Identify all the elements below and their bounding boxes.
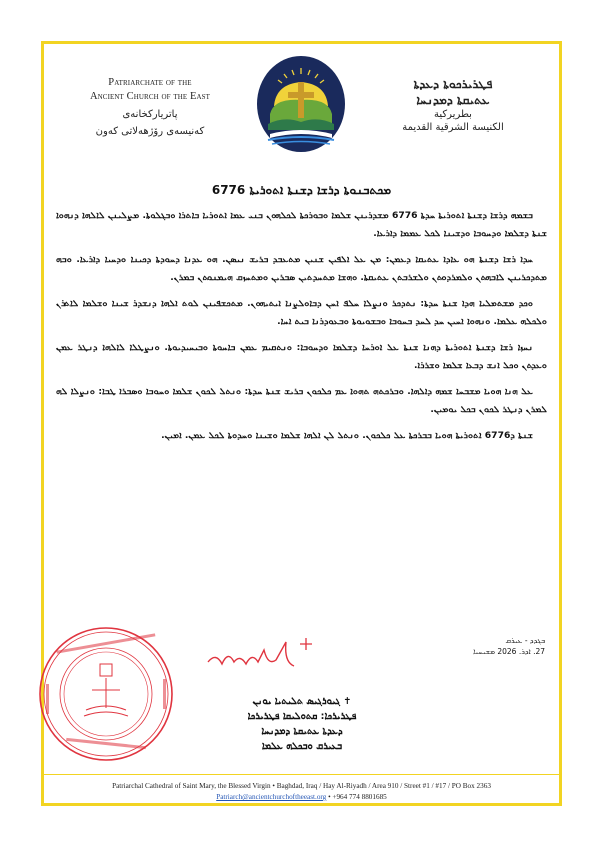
letter-footer — [44, 774, 559, 803]
paragraph: ܒܫܡܗ ܕܪܫܐ ܕܫܢܬܐ ܐܬܘܪܝܬܐ ܚܕܬܐ 6776 ܡܫܕܪܝܢܢ ܫܠܡܐ ܘܒܘܪܟܬܐ ܠܟܠܗܘܢ ܒܢܝ ܥܡܐ ܐܬܘܪܝܐ ܒܐܬܪܐ ܘܒܓܠܘܬܐ. ܡܨܠܝܢܢ ܠܐܠܗܐ ܕܢܗܘܐ ܫܢܬܐ ܕܫܠܡܐ ܘܕܚܘܒܐ ܘܕܫܝܢܐ ܠܟܠ ܥܡܡܐ ܕܐܪܥܐ. — [56, 210, 547, 239]
header-kurdish-line-2: کەنیسەی رۆژهەلاتی کەون — [95, 126, 205, 137]
letter-title: ܡܟܬܒܢܘܬܐ ܕܪܫܐ ܕܫܢܬܐ ܐܬܘܪܝܬܐ 6776 — [211, 183, 392, 197]
church-logo — [254, 54, 348, 154]
header-kurdish-line-1: پاتریارکخانەی — [122, 109, 178, 120]
signature-title-3: ܒܥܝܪܩ ܘܒܟܠܗ ܥܠܡܐ — [261, 741, 343, 752]
paragraph: ܚܕܐ ܪܫܐ ܕܫܢܬܐ ܗܘ ܥܐܕܐ ܥܬܝܩܐ ܕܥܡܢ: ܡܢ ܥܠ ܐܠܦܝܢ ܫܢܝܢ ܡܬܥܒܕ ܒܪܝܫ ܢܝܣܢ. ܗܘ ܥܕܢܐ ܕܚܘܕܬܐ ܕܟܝܢܐ ܘܕܚܝܐ ܕܐܪܥܐ. ܘܒܗ ܡܬܕܟܪܝܢܢ ܠܐܒܗܬܢ ܘܠܡܪܕܘܬܢ ܘܠܫܪܒܬܢ ܥܬܝܩܬܐ. ܘܗܫܐ ܡܬܚܕܬܝܢ ܣܒܪܝܢ ܘܡܬܚܙܩ ܗܝܡܢܘܬܢ ܒܡܪܢ. — [56, 254, 547, 283]
patriarch-seal — [36, 624, 176, 764]
header-right — [347, 76, 559, 134]
letter-frame — [41, 41, 562, 806]
footer-address: Patriarchal Cathedral of Saint Mary, the Blessed Virgin • Baghdad, Iraq / Hay Al-Riyadh / Area 910 / Street #1 / #17 / PO Box 2363 — [112, 782, 491, 790]
header-english-line-2: Ancient Church of the East — [89, 91, 211, 102]
header-syriac-line-1: ܦܛܪܝܪܟܘܬܐ ܕܥܕܬܐ — [413, 77, 493, 91]
paragraph: ܢܚܙܐ ܪܫܐ ܕܫܢܬܐ ܐܬܘܪܝܬܐ ܕܗܢܐ ܫܢܬܐ ܥܠ ܐܘܪܚܐ ܕܫܠܡܐ ܘܕܚܘܒܐ: ܘܢܬܩܝܡ ܥܡܢ ܒܐܚܘܬܐ ܘܒܝܚܝܕܝܘܬܐ. ܘܢܨܛܠܐ ܠܐܠܗܐ ܕܢܛܪ ܥܡܢ ܘܥܕܬܢ ܘܟܠ ܐܢܫ ܕܒܥܐ ܫܠܡܐ ܘܫܪܪܐ. — [56, 342, 547, 371]
signature-name: ✝ ܓܝܘܪܓܝܣ ܬܠܝܬܝܐ ܝܘܢܢ — [252, 696, 352, 707]
paragraph: ܥܠ ܗܢܐ ܗܘܝܐ ܡܫܒܚܐ ܫܡܗ ܕܐܠܗܐ. ܘܒܪܟܬܗ ܬܗܘܐ ܥܡ ܟܠܟܘܢ ܒܪܝܫ ܫܢܬܐ ܚܕܬܐ: ܘܢܬܠ ܠܟܘܢ ܫܠܡܐ ܘܚܘܒܐ ܘܣܒܪܐ ܛܒܐ: ܘܢܨܠܐ ܠܗ ܠܡܪܢ ܕܢܛܪ ܠܟܘܢ ܒܟܠ ܝܘܡܝܢ. — [56, 386, 547, 415]
signature-block — [212, 694, 392, 754]
header-arabic-line-1: بطريركية — [434, 109, 472, 120]
letter-body — [56, 207, 547, 454]
footer-phone: • +964 774 8801685 — [328, 793, 387, 801]
header-english-line-1: Patriarchate of the — [108, 77, 192, 88]
paragraph: ܘܟܕ ܡܫܬܡܠܝܐ ܗܕܐ ܫܢܬܐ ܚܕܬܐ: ܢܬܕܟܪ ܘܢܨܠܐ ܚܠܦ ܐܚܢ ܕܒܐܘܠܨܢܐ ܐܝܬܝܗܘܢ. ܡܬܟܫܦܝܢܢ ܠܘܬ ܐܠܗܐ ܕܢܫܕܪ ܫܝܢܐ ܘܫܠܡܐ ܠܐܬܪܢ ܘܠܟܠܗ ܥܠܡܐ. ܘܢܗܘܐ ܐܚܝܢ ܚܕ ܠܚܕ ܒܚܘܒܐ ܘܒܫܘܝܘܬܐ ܘܒܥܘܕܪܢܐ ܒܝܬ ܐܚܐ. — [56, 298, 547, 327]
footer-contact — [44, 792, 559, 803]
header-arabic-line-2: الكنيسة الشرقية القديمة — [402, 122, 504, 133]
paragraph: ܫܢܬܐ ܕ6776 ܐܬܘܪܝܬܐ ܗܘܝܐ ܒܒܪܟܬܐ ܥܠ ܟܠܟܘܢ. ܘܢܬܠ ܠܢ ܐܠܗܐ ܫܠܡܐ ܘܫܝܢܐ ܘܚܕܘܬܐ ܠܟܠ ܥܡܢ. ܐܡܝܢ. — [161, 430, 533, 441]
signature-title-2: ܕܥܕܬܐ ܥܬܝܩܬܐ ܕܡܕܢܚܐ — [261, 726, 343, 737]
header-left — [44, 76, 256, 138]
footer-email-link[interactable]: Patriarch@ancientchurchoftheeast.org — [216, 793, 327, 801]
date-line: 27. ܐܕܪ. 2026 ܡܫܝܚܝܐ — [473, 647, 545, 656]
date-block — [473, 635, 545, 657]
handwritten-signature — [202, 632, 322, 682]
date-place: ܒܓܕܕ - ܥܝܪܩ — [505, 636, 545, 645]
header-syriac-line-2: ܥܬܝܩܬܐ ܕܡܕܢܚܐ — [416, 93, 490, 107]
signature-title-1: ܦܛܪܝܪܟܐ: ܩܬܘܠܝܩܐ ܦܛܪܝܪܟܐ — [247, 711, 357, 722]
